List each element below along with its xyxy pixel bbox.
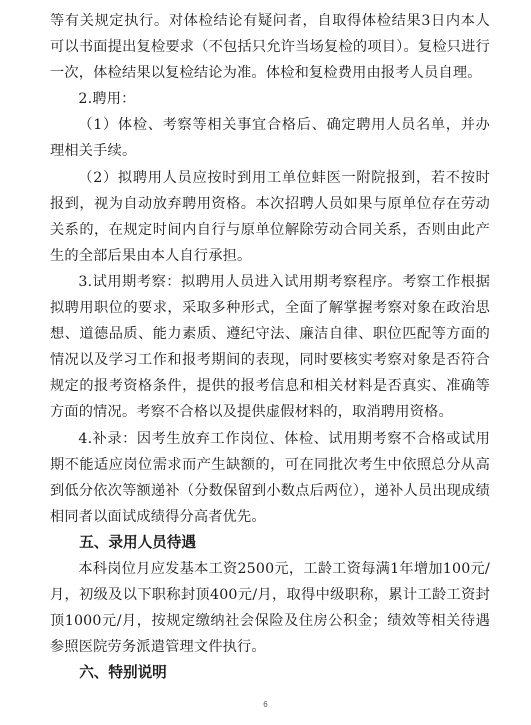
- page-number: 6: [263, 700, 268, 709]
- paragraph-supplementary-hiring: 4.补录：因考生放弃工作岗位、体检、试用期考察不合格或试用期不能适应岗位需求而产生缺额的，可在同批次考生中依照总分从高到低分依次等额递补（分数保留到小数点后两位），递补人员出现成绩相同者以面试成绩得分高者优先。: [50, 430, 490, 525]
- paragraph-hiring-item-1: （1）体检、考察等相关事宜合格后、确定聘用人员名单，并办理相关手续。: [50, 117, 490, 160]
- section-heading-compensation: 五、录用人员待遇: [79, 533, 196, 551]
- paragraph-hiring-item-2: （2）拟聘用人员应按时到用工单位蚌医一附院报到，若不按时报到，视为自动放弃聘用资格。本次招聘人员如果与原单位存在劳动关系的，在规定时间内自行与原单位解除劳动合同关系，否则由此产生的全部后果由本人自行承担。: [50, 169, 490, 264]
- section-heading-special-notes: 六、特别说明: [79, 664, 167, 682]
- paragraph-hiring-title: 2.聘用：: [78, 91, 136, 108]
- paragraph-compensation-details: 本科岗位月应发基本工资2500元，工龄工资每满1年增加100元/月，初级及以下职称封顶400元/月，取得中级职称，累计工龄工资封顶1000元/月，按规定缴纳社会保险及住房公积金；绩效等相关待遇参照医院劳务派遣管理文件执行。: [50, 560, 490, 656]
- paragraph-physical-exam-review: 等有关规定执行。对体检结论有疑问者，自取得体检结果3日内本人可以书面提出复检要求（不包括只允许当场复检的项目）。复检只进行一次，体检结果以复检结论为准。体检和复检费用由报考人员自理。: [50, 13, 490, 82]
- document-page: [50, 8, 490, 686]
- paragraph-probation-review: 3.试用期考察：拟聘用人员进入试用期考察程序。考察工作根据拟聘用职位的要求，采取多种形式，全面了解掌握考察对象在政治思想、道德品质、能力素质、遵纪守法、廉洁自律、职位匹配等方面的情况以及学习工作和报考期间的表现，同时要核实考察对象是否符合规定的报考资格条件，提供的报考信息和相关材料是否真实、准确等方面的情况。考察不合格以及提供虚假材料的，取消聘用资格。: [50, 273, 490, 421]
